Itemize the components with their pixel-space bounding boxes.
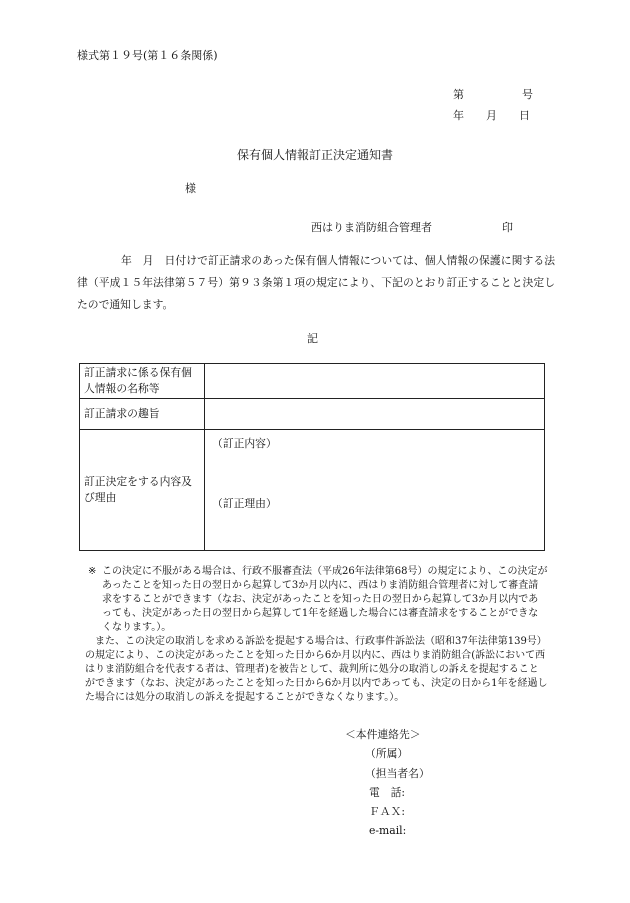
- info-name-cell: [205, 364, 545, 399]
- note-mark: ※: [88, 566, 97, 577]
- note-paragraph-2: また、この決定の取消しを求める訴訟を提起する場合は、行政事件訴訟法（昭和37年法律第139号）の規定により、この決定があったことを知った日から6か月以内に、西はりま消防組合(訴訟において西はりま消防組合を代表する者は、管理者)を被告として、裁判所に処分の取消しの訴えを提起することができます（なお、決定があったことを知った日から6か月以内であっても、決定の日から1年を経過した場合には処分の取消しの訴えを提起することができなくなります。）。: [85, 636, 548, 703]
- correction-reason-label: （訂正理由）: [212, 497, 277, 510]
- contact-heading: ＜本件連絡先＞: [345, 728, 421, 741]
- date-day: 日: [519, 109, 530, 122]
- issuer-name: 西はりま消防組合管理者: [311, 221, 432, 234]
- table-row: [80, 399, 545, 430]
- table-row: [80, 430, 545, 551]
- seal-mark: 印: [502, 221, 513, 234]
- body-paragraph: 年 月 日付けで訂正請求のあった保有個人情報については、個人情報の保護に関する法律（平成１５年法律第５７号）第９３条第１項の規定により、下記のとおり訂正することと決定したので通知します。: [77, 254, 555, 311]
- issue-date-line: [453, 107, 530, 123]
- addressee-suffix: 様: [185, 182, 196, 195]
- contact-department: （所属）: [365, 747, 409, 761]
- contact-person: （担当者名）: [365, 766, 430, 780]
- table-row: [80, 364, 545, 399]
- body-text: [77, 250, 555, 316]
- ki-heading: 記: [307, 332, 318, 345]
- info-name-label: 訂正請求に係る保有個人情報の名称等: [80, 364, 205, 399]
- decision-cell: [205, 430, 545, 551]
- correction-content-label: （訂正内容）: [212, 437, 277, 450]
- contact-phone: 電 話:: [369, 785, 406, 799]
- issue-number-prefix: 第: [453, 88, 464, 101]
- contact-section: [345, 725, 430, 841]
- notes-section: [82, 565, 548, 705]
- contact-fax: ＦＡＸ:: [369, 805, 406, 819]
- request-purpose-cell: [205, 399, 545, 430]
- request-purpose-label: 訂正請求の趣旨: [80, 399, 205, 430]
- contact-email: e-mail:: [369, 824, 407, 838]
- info-table: [79, 363, 545, 551]
- date-year: 年: [453, 109, 464, 122]
- note-paragraph-1: この決定に不服がある場合は、行政不服審査法（平成26年法律第68号）の規定により、この決定があったことを知った日の翌日から起算して3か月以内に、西はりま消防組合管理者に対して審査請求をすることができます（なお、決定があったことを知った日の翌日から起算して3か月以内であっても、決定があった日の翌日から起算して1年を経過した場合には審査請求をすることができなくなります。）。: [102, 566, 548, 633]
- document-title: 保有個人情報訂正決定通知書: [237, 148, 394, 162]
- form-number: 様式第１９号(第１６条関係): [77, 49, 218, 62]
- issue-number-suffix: 号: [522, 88, 533, 101]
- issuer-line: [311, 219, 513, 235]
- decision-label: 訂正決定をする内容及び理由: [80, 430, 205, 551]
- date-month: 月: [486, 109, 497, 122]
- issue-number-line: [453, 86, 533, 102]
